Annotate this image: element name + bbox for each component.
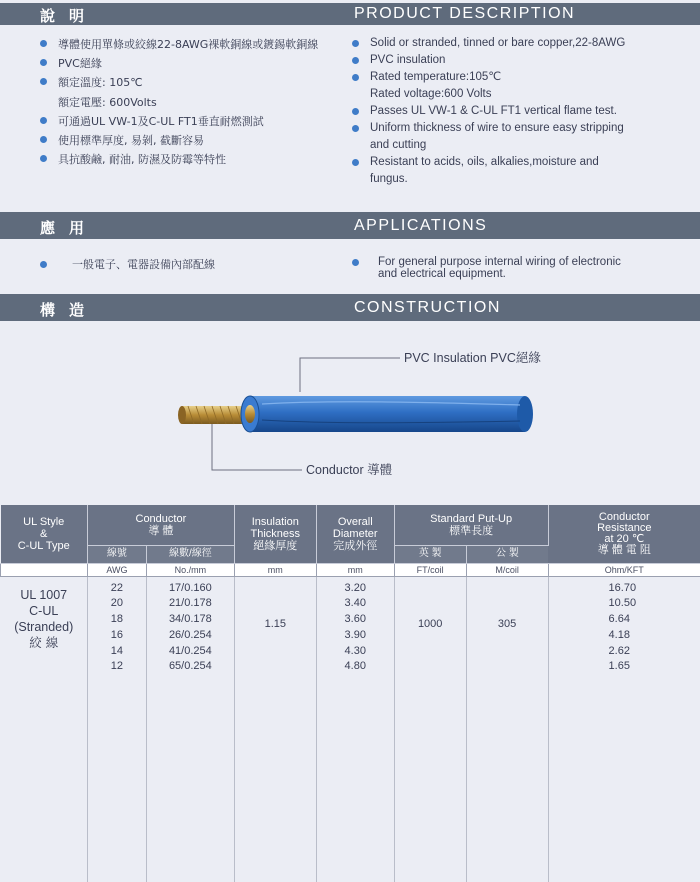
description-en-title: PRODUCT DESCRIPTION [354, 5, 576, 22]
bullet-icon [40, 155, 47, 162]
applications-zh [36, 256, 336, 273]
cell-resistance: 16.70 10.50 6.64 4.18 2.62 1.65 [608, 581, 637, 673]
applications-en-title: APPLICATIONS [354, 217, 488, 234]
bullet-icon [352, 74, 359, 81]
applications-header-band [0, 212, 700, 239]
list-item: and cutting [370, 139, 427, 151]
unit-diameter: mm [316, 563, 394, 576]
description-header-band [0, 3, 700, 25]
bullet-icon [352, 159, 359, 166]
bullet-icon [40, 40, 47, 47]
bullet-icon [40, 136, 47, 143]
th-style: UL Style & C-UL Type [1, 505, 88, 563]
th-ft-zh: 英 製 [394, 545, 466, 563]
th-strand-zh: 線數/線徑 [146, 545, 234, 563]
bullet-icon [40, 59, 47, 66]
list-item: Rated voltage:600 Volts [370, 88, 492, 100]
th-diameter: Overall Diameter 完成外徑 [316, 505, 394, 563]
table-row [1, 576, 700, 882]
list-item: Rated temperature:105℃ [348, 69, 698, 86]
list-item: PVC絕緣 [36, 54, 356, 73]
unit-no: No./mm [146, 563, 234, 576]
list-item: Uniform thickness of wire to ensure easy stripping [348, 120, 698, 137]
cell-m: 305 [466, 576, 548, 882]
th-awg-zh: 線號 [87, 545, 146, 563]
list-item: PVC insulation [348, 52, 698, 69]
bullet-icon [40, 261, 47, 268]
th-m-zh: 公 製 [466, 545, 548, 563]
unit-ft: FT/coil [394, 563, 466, 576]
unit-m: M/coil [466, 563, 548, 576]
cell-strands: 17/0.160 21/0.178 34/0.178 26/0.254 41/0.254 65/0.254 [146, 576, 234, 882]
unit-awg: AWG [87, 563, 146, 576]
unit-style [1, 563, 88, 576]
insulation-label: PVC Insulation PVC絕緣 [404, 351, 541, 365]
description-en-list [348, 35, 698, 188]
bullet-icon [40, 78, 47, 85]
list-item: Passes UL VW-1 & C-UL FT1 vertical flame test. [348, 103, 698, 120]
applications-zh-title: 應用 [40, 219, 99, 237]
list-item: 額定電壓: 600Volts [58, 95, 157, 109]
th-resistance: Conductor Resistance at 20 ℃ 導 體 電 阻 [548, 505, 700, 563]
th-conductor: Conductor 導 體 [87, 505, 234, 545]
bullet-icon [40, 117, 47, 124]
th-putup: Standard Put-Up 標準長度 [394, 505, 548, 545]
list-item: Resistant to acids, oils, alkalies,moisture and [348, 154, 698, 171]
unit-insulation: mm [234, 563, 316, 576]
construction-header-band [0, 294, 700, 321]
cell-ft: 1000 [394, 576, 466, 882]
bullet-icon [352, 108, 359, 115]
bullet-icon [352, 40, 359, 47]
list-item: 導體使用單條或絞線22-8AWG裸軟銅線或鍍錫軟銅線 [36, 35, 356, 54]
insulation-icon [241, 396, 533, 432]
unit-resistance: Ohm/KFT [548, 563, 700, 576]
bullet-icon [352, 125, 359, 132]
list-item: 具抗酸鹼, 耐油, 防濕及防霉等特性 [36, 150, 356, 169]
list-item: Solid or stranded, tinned or bare copper,22-8AWG [348, 35, 698, 52]
bullet-icon [352, 259, 359, 266]
list-item: 一般電子、電器設備內部配線 [36, 256, 336, 273]
description-zh-title: 說明 [40, 7, 99, 25]
bullet-icon [352, 57, 359, 64]
cell-awg: 22 20 18 16 14 12 [87, 576, 146, 882]
list-item: 額定溫度: 105℃ [36, 73, 356, 92]
cable-diagram [0, 320, 700, 500]
applications-en [348, 256, 698, 280]
cell-style: UL 1007 C-UL (Stranded) 絞 線 [1, 576, 88, 882]
description-zh-list [36, 35, 356, 169]
spec-table [0, 505, 700, 882]
cell-diameter: 3.20 3.40 3.60 3.90 4.30 4.80 [316, 576, 394, 882]
construction-zh-title: 構造 [40, 301, 99, 319]
list-item: 可通過UL VW-1及C-UL FT1垂直耐燃測試 [36, 112, 356, 131]
cell-insulation: 1.15 [234, 576, 316, 882]
th-insulation: Insulation Thickness 絕緣厚度 [234, 505, 316, 563]
list-item: 使用標準厚度, 易剝, 截斷容易 [36, 131, 356, 150]
conductor-label: Conductor 導體 [306, 463, 393, 477]
list-item: fungus. [370, 173, 408, 185]
construction-en-title: CONSTRUCTION [354, 299, 501, 316]
list-item: For general purpose internal wiring of electronic and electrical equipment. [348, 256, 698, 280]
